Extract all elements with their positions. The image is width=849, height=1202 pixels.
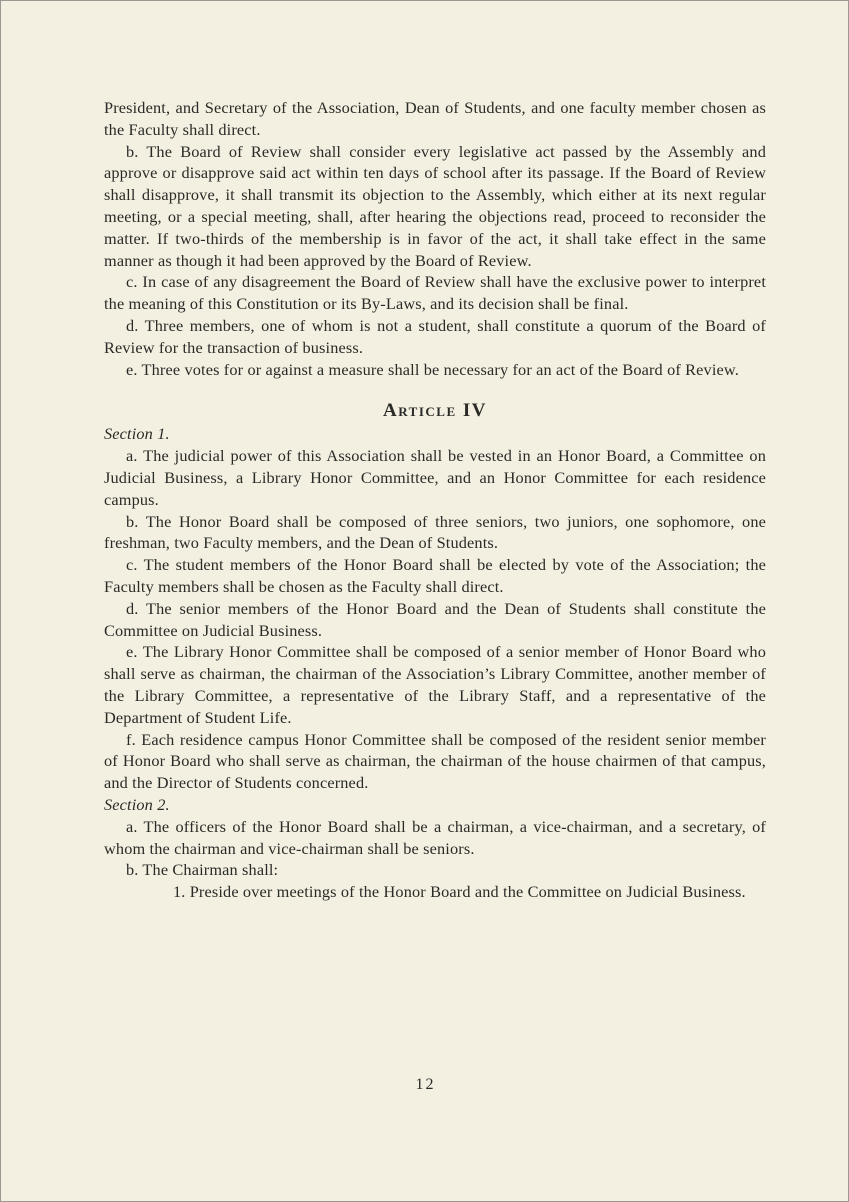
section-1-paragraph-c: c. The student members of the Honor Board shall be elected by vote of the Association; the Faculty members shall be chosen as the Faculty shall direct. (104, 555, 766, 596)
continuation-paragraph: President, and Secretary of the Association, Dean of Students, and one faculty member chosen as the Faculty shall direct. (104, 98, 766, 139)
paragraph-b-board-of-review: b. The Board of Review shall consider every legislative act passed by the Assembly and approve or disapprove said act within ten days of school after its passage. If the Board of Review shall disapprove, it shall transmit its objection to the Assembly, which either at its next regular meeting, or a special meeting, shall, after hearing the objections read, proceed to reconsider the matter. If two-thirds of the membership is in favor of the act, it shall take effect in the same manner as though it had been approved by the Board of Review. (104, 141, 766, 270)
page-number: 12 (415, 1076, 436, 1093)
section-2-list-item-1: 1. Preside over meetings of the Honor Board and the Committee on Judicial Business. (173, 882, 746, 902)
section-1-heading: Section 1. (104, 424, 170, 444)
section-1-paragraph-b: b. The Honor Board shall be composed of three seniors, two juniors, one sophomore, one freshman, two Faculty members, and the Dean of Students. (104, 511, 766, 553)
section-1-paragraph-a: a. The judicial power of this Association shall be vested in an Honor Board, a Committee on Judicial Business, a Library Honor Committee, and an Honor Committee for each residence campus. (104, 446, 766, 509)
section-1-paragraph-f: f. Each residence campus Honor Committee shall be composed of the resident senior member of Honor Board who shall serve as chairman, the chairman of the house chairmen of that campus, and the Director of Students concerned. (104, 729, 766, 793)
section-2-paragraph-a: a. The officers of the Honor Board shall be a chairman, a vice-chairman, and a secretary, of whom the chairman and vice-chairman shall be seniors. (104, 816, 766, 858)
paragraph-e-board-of-review: e. Three votes for or against a measure shall be necessary for an act of the Board of Review. (126, 359, 739, 379)
section-2-heading: Section 2. (104, 794, 170, 814)
section-2-paragraph-b: b. The Chairman shall: (126, 860, 279, 880)
paragraph-c-board-of-review: c. In case of any disagreement the Board of Review shall have the exclusive power to interpret the meaning of this Constitution or its By-Laws, and its decision shall be final. (104, 272, 766, 314)
body-text (104, 97, 766, 903)
section-1-paragraph-e: e. The Library Honor Committee shall be composed of a senior member of Honor Board who shall serve as chairman, the chairman of the Association’s Library Committee, another member of the Library Committee, a representative of the Library Staff, and a representative of the Department of Student Life. (104, 642, 766, 727)
article-heading: Article IV (383, 400, 487, 422)
paragraph-d-board-of-review: d. Three members, one of whom is not a student, shall constitute a quorum of the Board of Review for the transaction of business. (104, 315, 766, 357)
section-1-paragraph-d: d. The senior members of the Honor Board and the Dean of Students shall constitute the Committee on Judicial Business. (104, 598, 766, 640)
